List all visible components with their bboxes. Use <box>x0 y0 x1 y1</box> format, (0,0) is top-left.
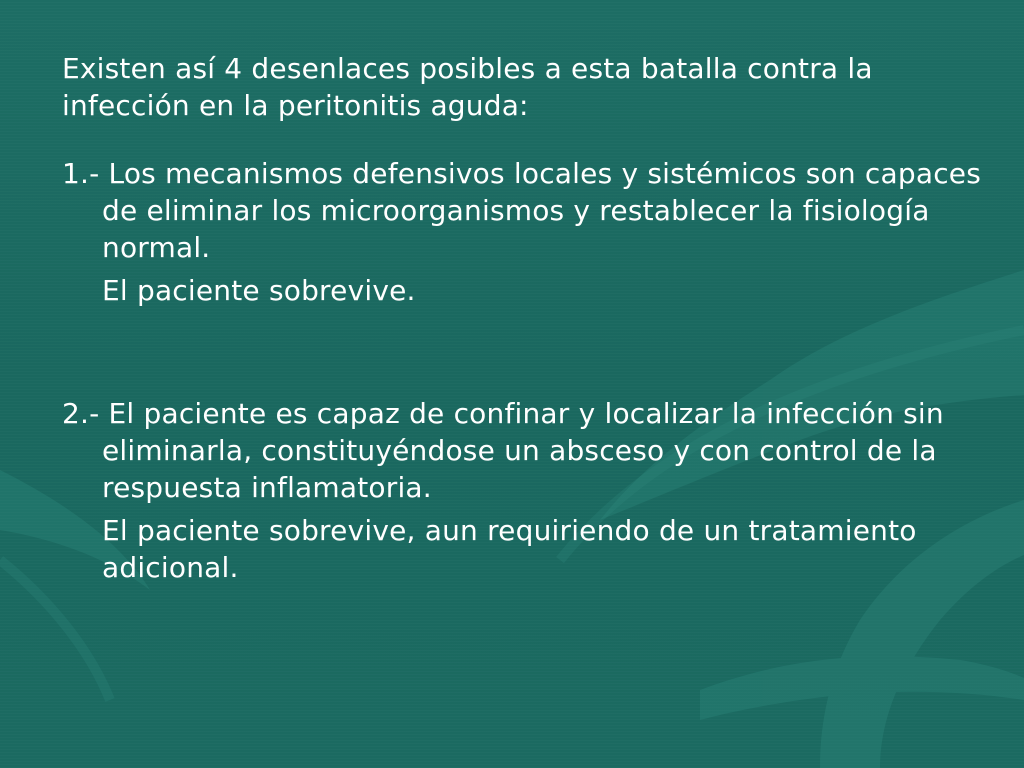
spacer <box>62 309 982 395</box>
outcome-item-1: 1.- Los mecanismos defensivos locales y sistémicos son capaces de eliminar los microorganismos y restablecer la fisiología normal. <box>62 157 982 264</box>
outcome-result-2: El paciente sobrevive, aun requiriendo de un tratamiento adicional. <box>102 514 917 584</box>
outcome-result-1: El paciente sobrevive. <box>102 274 416 307</box>
slide-body <box>62 50 982 586</box>
intro-paragraph: Existen así 4 desenlaces posibles a esta batalla contra la infección en la peritonitis aguda: <box>62 52 873 122</box>
outcome-item-2: 2.- El paciente es capaz de confinar y localizar la infección sin eliminarla, constituyéndose un absceso y con control de la respuesta inflamatoria. <box>62 397 944 504</box>
